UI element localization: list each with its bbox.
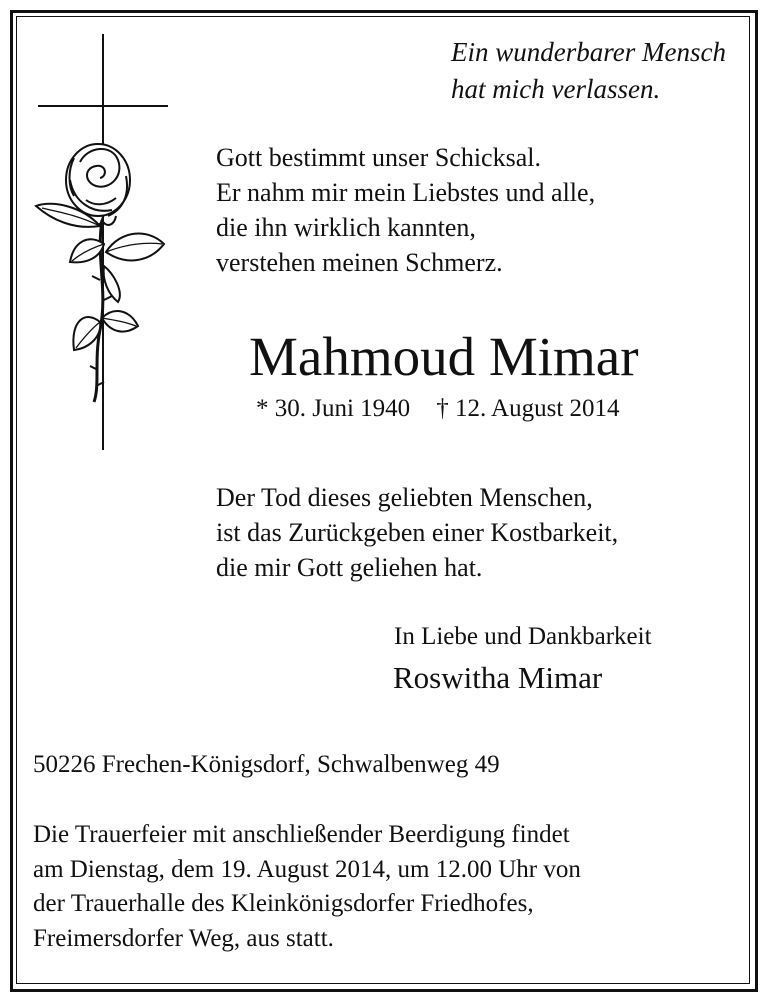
birth-date: * 30. Juni 1940 (256, 395, 411, 422)
cross-with-rose-icon (30, 30, 180, 460)
motto (451, 34, 726, 108)
verse-line: die ihn wirklich kannten, (216, 213, 476, 242)
motto-line: hat mich verlassen. (451, 74, 661, 104)
funeral-line: der Trauerhalle des Kleinkönigsdorfer Friedhofes, (33, 890, 534, 917)
death-date: † 12. August 2014 (436, 395, 620, 422)
verse-line: die mir Gott geliehen hat. (216, 553, 483, 582)
verse-line: Gott bestimmt unser Schicksal. (216, 143, 541, 172)
verse-top (216, 140, 595, 280)
mourner-address: 50226 Frechen-Königsdorf, Schwalbenweg 49 (33, 751, 500, 778)
funeral-line: am Dienstag, dem 19. August 2014, um 12.00 Uhr von (33, 855, 581, 883)
funeral-line: Die Trauerfeier mit anschließender Beerdigung findet (33, 821, 570, 848)
signer-name: Roswitha Mimar (393, 660, 603, 695)
funeral-info (33, 818, 581, 956)
funeral-line: Freimersdorfer Weg, aus statt. (33, 924, 334, 952)
verse-line: Der Tod dieses geliebten Menschen, (216, 483, 593, 512)
closing-phrase: In Liebe und Dankbarkeit (394, 623, 652, 650)
life-dates (256, 392, 620, 426)
verse-line: Er nahm mir mein Liebstes und alle, (216, 178, 596, 207)
verse-bottom (216, 480, 618, 585)
motto-line: Ein wunderbarer Mensch (451, 37, 726, 67)
verse-line: ist das Zurückgeben einer Kostbarkeit, (216, 518, 619, 547)
verse-line: verstehen meinen Schmerz. (216, 248, 503, 277)
deceased-name: Mahmoud Mimar (249, 326, 639, 387)
